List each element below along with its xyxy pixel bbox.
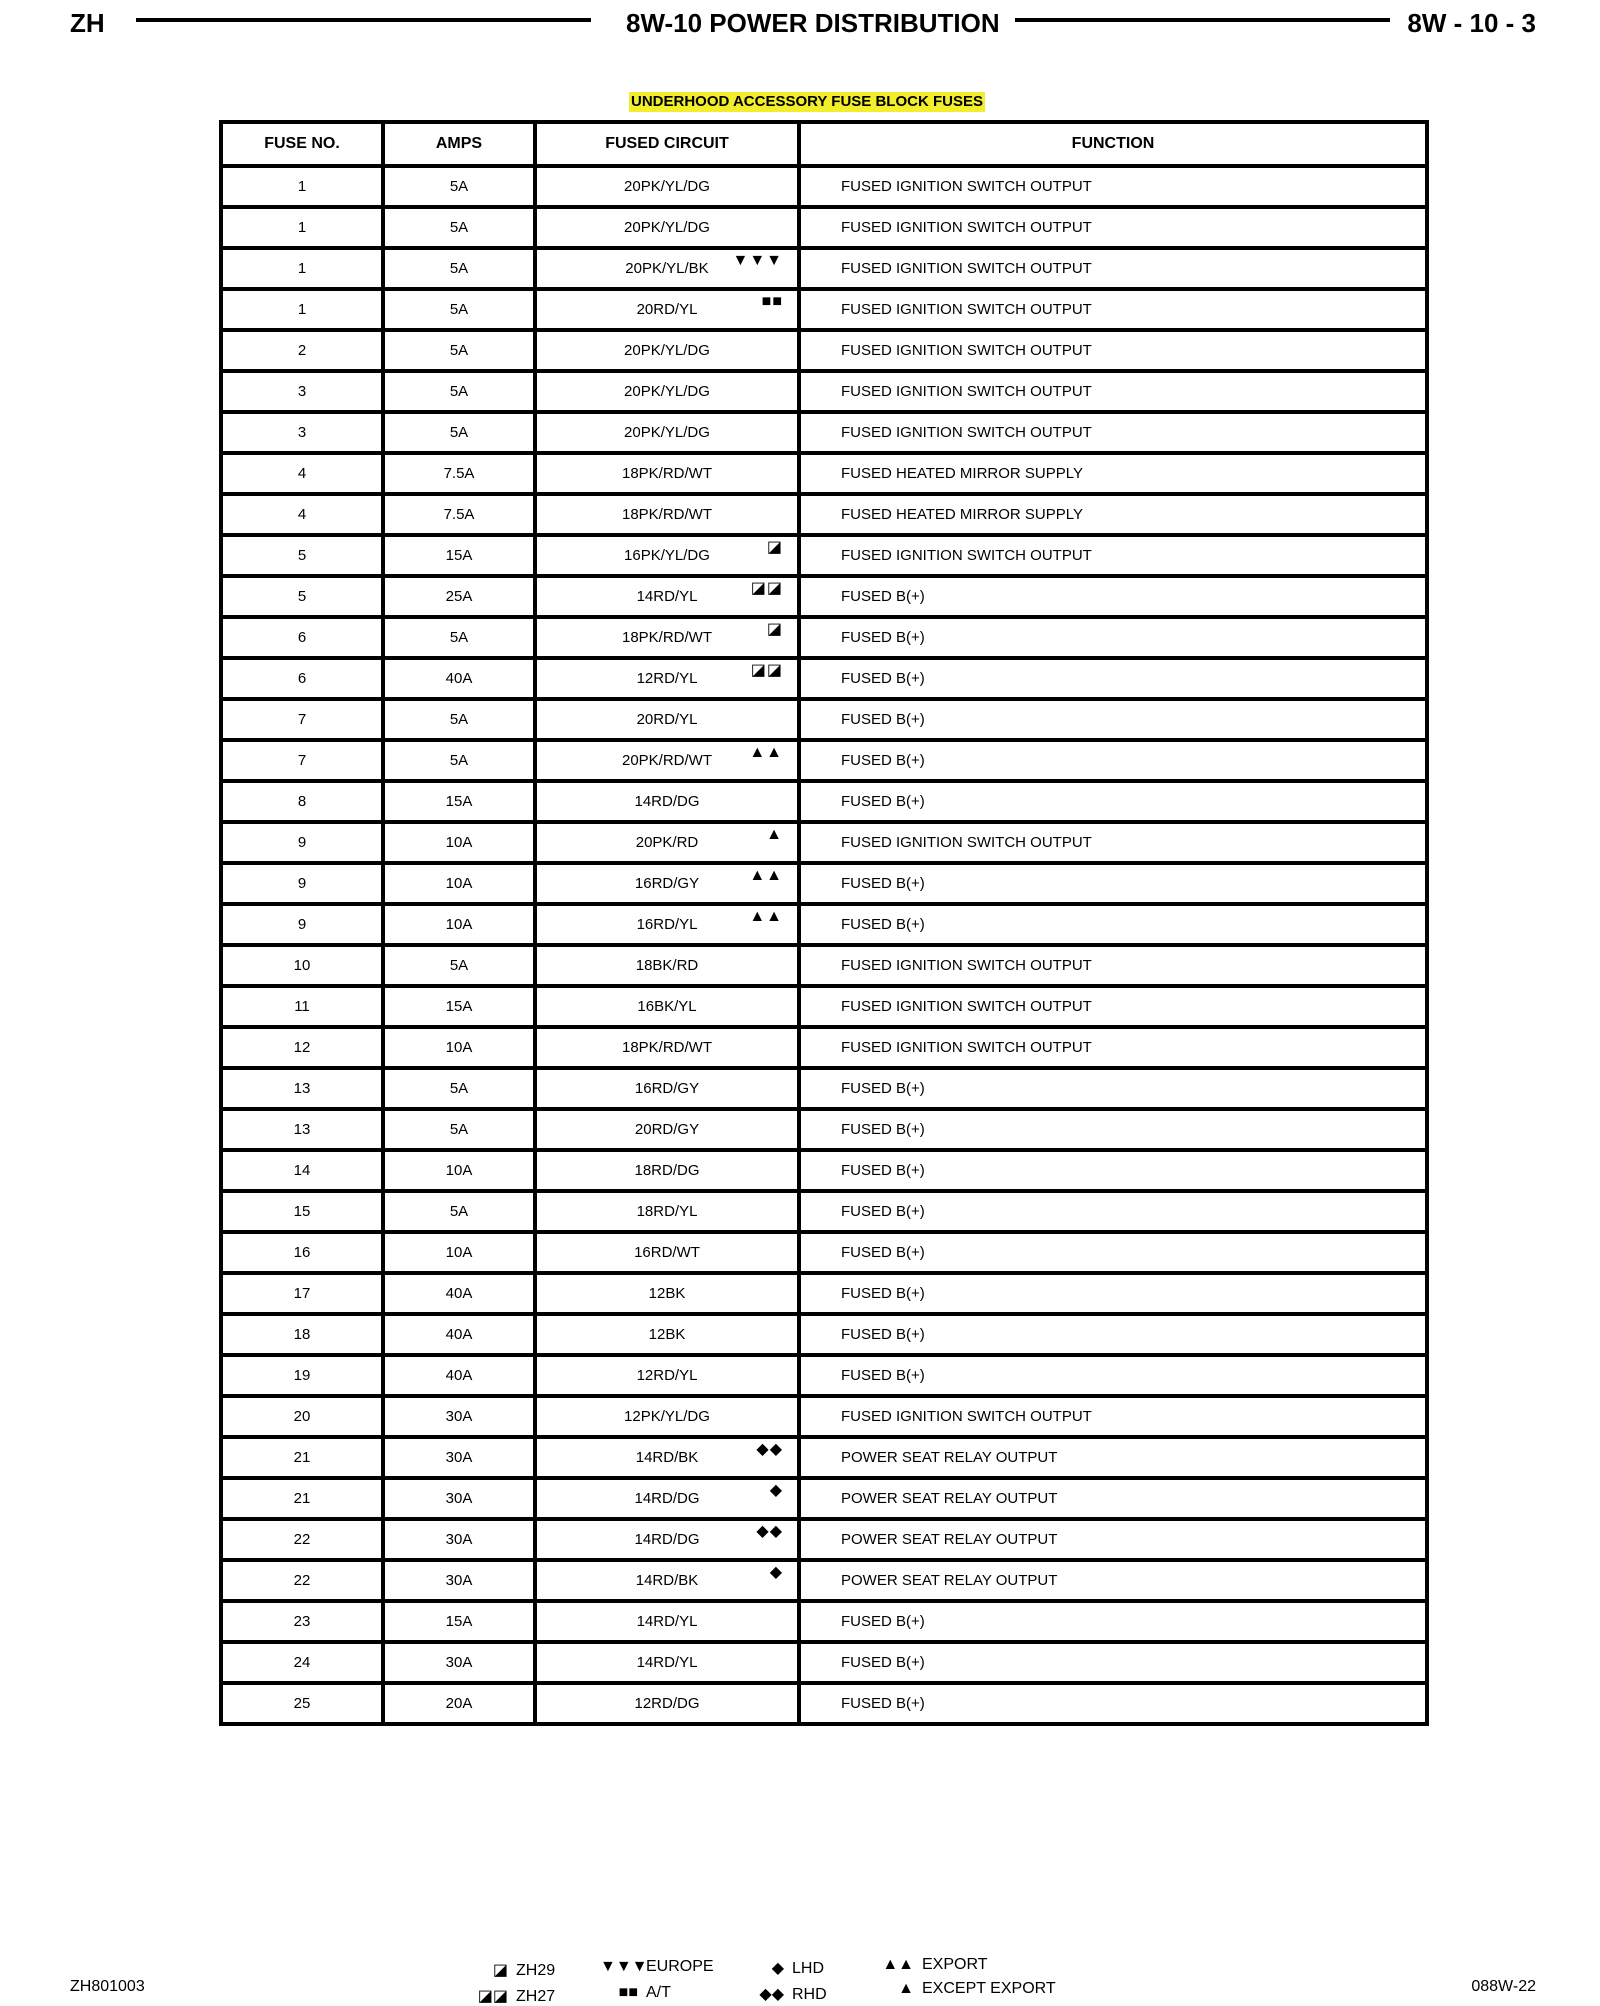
amps-cell: 10A [383, 822, 535, 863]
circuit-code: 14RD/DG [634, 1531, 700, 1548]
header-rule-left [136, 18, 591, 22]
fuse-number-cell: 8 [221, 781, 383, 822]
fuse-number-cell: 2 [221, 330, 383, 371]
option-marker-icon: ◪ [766, 621, 783, 638]
legend-item [876, 1980, 1056, 1998]
table-row [221, 1273, 1427, 1314]
fused-circuit-cell [535, 1519, 799, 1560]
legend-label: LHD [792, 1960, 825, 1977]
table-header-row [221, 122, 1427, 166]
function-cell: FUSED B(+) [799, 1601, 1427, 1642]
fused-circuit-cell [535, 1642, 799, 1683]
table-row [221, 371, 1427, 412]
table-row [221, 1191, 1427, 1232]
legend-item [876, 1956, 988, 1974]
amps-cell: 5A [383, 1068, 535, 1109]
function-cell: FUSED IGNITION SWITCH OUTPUT [799, 166, 1427, 207]
amps-cell: 5A [383, 617, 535, 658]
circuit-code: 16RD/WT [634, 1244, 700, 1261]
fused-circuit-cell [535, 1355, 799, 1396]
circuit-code: 18BK/RD [635, 957, 699, 974]
circuit-code: 14RD/DG [634, 793, 700, 810]
circuit-code: 16BK/YL [637, 998, 697, 1015]
option-marker-icon: ▲▲ [749, 744, 783, 761]
circuit-code: 20RD/YL [636, 711, 698, 728]
function-cell: FUSED B(+) [799, 863, 1427, 904]
table-row [221, 1396, 1427, 1437]
amps-cell: 5A [383, 289, 535, 330]
function-cell: FUSED B(+) [799, 617, 1427, 658]
fuse-number-cell: 13 [221, 1068, 383, 1109]
circuit-code: 12PK/YL/DG [624, 1408, 710, 1425]
amps-cell: 15A [383, 535, 535, 576]
legend-item [600, 1984, 671, 2002]
option-marker-icon: ◪◪ [750, 662, 783, 679]
table-row [221, 945, 1427, 986]
table-row [221, 1683, 1427, 1724]
legend-item [470, 1960, 555, 1980]
fused-circuit-cell [535, 412, 799, 453]
at-symbol-icon: ■■ [618, 1984, 638, 2001]
fused-circuit-cell [535, 576, 799, 617]
function-cell: POWER SEAT RELAY OUTPUT [799, 1560, 1427, 1601]
section-title: UNDERHOOD ACCESSORY FUSE BLOCK FUSES [631, 93, 983, 110]
fuse-number-cell: 6 [221, 658, 383, 699]
amps-cell: 30A [383, 1437, 535, 1478]
circuit-code: 20PK/YL/DG [624, 342, 710, 359]
fused-circuit-cell [535, 1150, 799, 1191]
amps-cell: 5A [383, 330, 535, 371]
amps-cell: 30A [383, 1478, 535, 1519]
fuse-number-cell: 16 [221, 1232, 383, 1273]
fuse-number-cell: 23 [221, 1601, 383, 1642]
fused-circuit-cell [535, 740, 799, 781]
amps-cell: 10A [383, 1150, 535, 1191]
circuit-code: 18RD/DG [634, 1162, 700, 1179]
fused-circuit-cell [535, 1273, 799, 1314]
amps-cell: 5A [383, 166, 535, 207]
function-cell: FUSED B(+) [799, 1150, 1427, 1191]
fuse-number-cell: 24 [221, 1642, 383, 1683]
circuit-code: 12RD/YL [636, 1367, 698, 1384]
fused-circuit-cell [535, 166, 799, 207]
circuit-code: 14RD/YL [636, 1654, 698, 1671]
circuit-code: 20RD/GY [634, 1121, 700, 1138]
fused-circuit-cell [535, 330, 799, 371]
table-row [221, 986, 1427, 1027]
circuit-code: 20RD/YL [636, 301, 698, 318]
function-cell: FUSED B(+) [799, 740, 1427, 781]
fuse-number-cell: 17 [221, 1273, 383, 1314]
page-number: 8W - 10 - 3 [1407, 8, 1536, 38]
fuse-table-body [221, 166, 1427, 1724]
fused-circuit-cell [535, 945, 799, 986]
option-marker-icon: ▲▲ [749, 908, 783, 925]
lhd-symbol-icon: ◆ [771, 1960, 784, 1977]
option-marker-icon: ◆ [769, 1482, 783, 1499]
function-cell: FUSED IGNITION SWITCH OUTPUT [799, 945, 1427, 986]
fuse-number-cell: 1 [221, 166, 383, 207]
circuit-code: 16PK/YL/DG [624, 547, 710, 564]
fuse-number-cell: 18 [221, 1314, 383, 1355]
function-cell: FUSED B(+) [799, 1683, 1427, 1724]
amps-cell: 25A [383, 576, 535, 617]
fused-circuit-cell [535, 289, 799, 330]
circuit-code: 16RD/YL [636, 916, 698, 933]
option-marker-icon: ▲ [766, 826, 783, 843]
fused-circuit-cell [535, 863, 799, 904]
fused-circuit-cell [535, 1232, 799, 1273]
table-row [221, 289, 1427, 330]
function-cell: FUSED IGNITION SWITCH OUTPUT [799, 289, 1427, 330]
fuse-table [219, 120, 1429, 1726]
circuit-code: 14RD/BK [635, 1449, 699, 1466]
table-row [221, 1355, 1427, 1396]
fused-circuit-cell [535, 904, 799, 945]
circuit-code: 14RD/YL [636, 588, 698, 605]
fuse-number-cell: 9 [221, 863, 383, 904]
fuse-number-cell: 11 [221, 986, 383, 1027]
amps-cell: 40A [383, 658, 535, 699]
fuse-number-cell: 12 [221, 1027, 383, 1068]
table-row [221, 822, 1427, 863]
circuit-code: 20PK/YL/BK [625, 260, 709, 277]
amps-cell: 5A [383, 412, 535, 453]
fused-circuit-cell [535, 494, 799, 535]
amps-cell: 5A [383, 1191, 535, 1232]
table-row [221, 576, 1427, 617]
function-cell: FUSED B(+) [799, 1068, 1427, 1109]
amps-cell: 5A [383, 945, 535, 986]
fuse-number-cell: 22 [221, 1560, 383, 1601]
europe-symbol-icon: ▼▼▼ [600, 1958, 648, 1975]
zh27-symbol-icon: ◪◪ [477, 1988, 508, 2005]
circuit-code: 12RD/DG [634, 1695, 700, 1712]
amps-cell: 10A [383, 904, 535, 945]
function-cell: FUSED IGNITION SWITCH OUTPUT [799, 330, 1427, 371]
amps-cell: 5A [383, 1109, 535, 1150]
function-cell: FUSED IGNITION SWITCH OUTPUT [799, 822, 1427, 863]
fuse-number-cell: 7 [221, 699, 383, 740]
fuse-number-cell: 22 [221, 1519, 383, 1560]
fuse-number-cell: 5 [221, 535, 383, 576]
table-row [221, 617, 1427, 658]
fuse-number-cell: 14 [221, 1150, 383, 1191]
option-marker-icon: ◆◆ [756, 1523, 783, 1540]
circuit-code: 20PK/RD [635, 834, 699, 851]
footer-right-code: 088W-22 [1471, 1978, 1536, 1995]
function-cell: POWER SEAT RELAY OUTPUT [799, 1478, 1427, 1519]
function-cell: FUSED IGNITION SWITCH OUTPUT [799, 207, 1427, 248]
circuit-code: 14RD/BK [635, 1572, 699, 1589]
fuse-number-cell: 3 [221, 371, 383, 412]
table-row [221, 1109, 1427, 1150]
fuse-number-cell: 13 [221, 1109, 383, 1150]
circuit-code: 20PK/RD/WT [621, 752, 712, 769]
fused-circuit-cell [535, 1027, 799, 1068]
fused-circuit-cell [535, 617, 799, 658]
fuse-number-cell: 19 [221, 1355, 383, 1396]
rhd-symbol-icon: ◆◆ [759, 1986, 784, 2003]
function-cell: FUSED IGNITION SWITCH OUTPUT [799, 1027, 1427, 1068]
fused-circuit-cell [535, 1560, 799, 1601]
legend-item [470, 1986, 555, 2006]
function-cell: FUSED B(+) [799, 1355, 1427, 1396]
fuse-number-cell: 20 [221, 1396, 383, 1437]
fuse-number-cell: 1 [221, 248, 383, 289]
fuse-number-cell: 1 [221, 289, 383, 330]
option-marker-icon: ◆ [769, 1564, 783, 1581]
table-row [221, 1601, 1427, 1642]
circuit-code: 18PK/RD/WT [621, 629, 712, 646]
function-cell: FUSED HEATED MIRROR SUPPLY [799, 494, 1427, 535]
amps-cell: 30A [383, 1396, 535, 1437]
legend-label: EXPORT [922, 1956, 988, 1973]
fused-circuit-cell [535, 1068, 799, 1109]
column-header-fuse-no: FUSE NO. [221, 122, 383, 166]
table-row [221, 781, 1427, 822]
table-row [221, 248, 1427, 289]
fused-circuit-cell [535, 453, 799, 494]
circuit-code: 18PK/RD/WT [621, 506, 712, 523]
table-row [221, 863, 1427, 904]
function-cell: FUSED B(+) [799, 699, 1427, 740]
fuse-number-cell: 7 [221, 740, 383, 781]
function-cell: FUSED B(+) [799, 1642, 1427, 1683]
legend-item [600, 1958, 714, 1976]
circuit-code: 20PK/YL/DG [624, 219, 710, 236]
export-symbol-icon: ▲▲ [882, 1956, 914, 1973]
circuit-code: 14RD/DG [634, 1490, 700, 1507]
fused-circuit-cell [535, 658, 799, 699]
fuse-number-cell: 21 [221, 1437, 383, 1478]
function-cell: FUSED IGNITION SWITCH OUTPUT [799, 535, 1427, 576]
amps-cell: 15A [383, 781, 535, 822]
fused-circuit-cell [535, 1683, 799, 1724]
amps-cell: 7.5A [383, 453, 535, 494]
option-marker-icon: ◪◪ [750, 580, 783, 597]
amps-cell: 40A [383, 1355, 535, 1396]
fuse-number-cell: 6 [221, 617, 383, 658]
function-cell: FUSED IGNITION SWITCH OUTPUT [799, 986, 1427, 1027]
function-cell: FUSED B(+) [799, 1314, 1427, 1355]
amps-cell: 40A [383, 1314, 535, 1355]
fuse-number-cell: 9 [221, 904, 383, 945]
fuse-number-cell: 3 [221, 412, 383, 453]
amps-cell: 30A [383, 1560, 535, 1601]
function-cell: FUSED B(+) [799, 1109, 1427, 1150]
amps-cell: 7.5A [383, 494, 535, 535]
amps-cell: 15A [383, 1601, 535, 1642]
legend-label: A/T [646, 1984, 671, 2001]
amps-cell: 30A [383, 1519, 535, 1560]
legend-item [746, 1958, 824, 1978]
amps-cell: 10A [383, 1232, 535, 1273]
table-row [221, 330, 1427, 371]
legend [0, 1950, 1600, 2005]
fuse-number-cell: 25 [221, 1683, 383, 1724]
fused-circuit-cell [535, 1601, 799, 1642]
function-cell: FUSED B(+) [799, 1273, 1427, 1314]
function-cell: FUSED B(+) [799, 1232, 1427, 1273]
fused-circuit-cell [535, 986, 799, 1027]
table-row [221, 1560, 1427, 1601]
fuse-number-cell: 4 [221, 494, 383, 535]
circuit-code: 20PK/YL/DG [624, 178, 710, 195]
circuit-code: 18PK/RD/WT [621, 465, 712, 482]
legend-label: EXCEPT EXPORT [922, 1980, 1056, 1997]
table-row [221, 1314, 1427, 1355]
option-marker-icon: ◪ [766, 539, 783, 556]
fused-circuit-cell [535, 822, 799, 863]
fused-circuit-cell [535, 371, 799, 412]
fuse-number-cell: 4 [221, 453, 383, 494]
fused-circuit-cell [535, 781, 799, 822]
fused-circuit-cell [535, 248, 799, 289]
table-row [221, 658, 1427, 699]
table-row [221, 207, 1427, 248]
header-rule-right [1015, 18, 1390, 22]
column-header-function: FUNCTION [799, 122, 1427, 166]
legend-label: RHD [792, 1986, 827, 2003]
table-row [221, 1437, 1427, 1478]
table-row [221, 412, 1427, 453]
option-marker-icon: ▼▼▼ [732, 252, 783, 269]
fused-circuit-cell [535, 1191, 799, 1232]
circuit-code: 12RD/YL [636, 670, 698, 687]
fused-circuit-cell [535, 1109, 799, 1150]
function-cell: FUSED B(+) [799, 1191, 1427, 1232]
except-export-symbol-icon: ▲ [898, 1980, 914, 1997]
function-cell: FUSED IGNITION SWITCH OUTPUT [799, 248, 1427, 289]
table-row [221, 1478, 1427, 1519]
table-row [221, 1027, 1427, 1068]
table-row [221, 535, 1427, 576]
circuit-code: 20PK/YL/DG [624, 424, 710, 441]
amps-cell: 5A [383, 371, 535, 412]
circuit-code: 16RD/GY [634, 1080, 700, 1097]
option-marker-icon: ▲▲ [749, 867, 783, 884]
table-row [221, 453, 1427, 494]
header-section-code: ZH [70, 8, 105, 38]
fuse-number-cell: 1 [221, 207, 383, 248]
circuit-code: 18PK/RD/WT [621, 1039, 712, 1056]
fused-circuit-cell [535, 1396, 799, 1437]
table-row [221, 1232, 1427, 1273]
legend-label: ZH27 [516, 1988, 556, 2005]
function-cell: FUSED IGNITION SWITCH OUTPUT [799, 412, 1427, 453]
legend-label: ZH29 [516, 1962, 556, 1979]
page-title: 8W-10 POWER DISTRIBUTION [626, 8, 1000, 38]
table-row [221, 740, 1427, 781]
amps-cell: 5A [383, 248, 535, 289]
function-cell: POWER SEAT RELAY OUTPUT [799, 1437, 1427, 1478]
function-cell: FUSED IGNITION SWITCH OUTPUT [799, 371, 1427, 412]
footer-left-code: ZH801003 [70, 1978, 145, 1995]
table-row [221, 1642, 1427, 1683]
circuit-code: 14RD/YL [636, 1613, 698, 1630]
zh29-symbol-icon: ◪ [492, 1962, 508, 1979]
amps-cell: 40A [383, 1273, 535, 1314]
table-row [221, 699, 1427, 740]
fused-circuit-cell [535, 1478, 799, 1519]
table-row [221, 1150, 1427, 1191]
fuse-number-cell: 15 [221, 1191, 383, 1232]
circuit-code: 12BK [648, 1326, 686, 1343]
fused-circuit-cell [535, 207, 799, 248]
amps-cell: 15A [383, 986, 535, 1027]
function-cell: FUSED B(+) [799, 781, 1427, 822]
column-header-fused-circuit: FUSED CIRCUIT [535, 122, 799, 166]
fused-circuit-cell [535, 535, 799, 576]
fused-circuit-cell [535, 699, 799, 740]
column-header-amps: AMPS [383, 122, 535, 166]
fuse-number-cell: 21 [221, 1478, 383, 1519]
circuit-code: 16RD/GY [634, 875, 700, 892]
circuit-code: 18RD/YL [636, 1203, 698, 1220]
fuse-number-cell: 10 [221, 945, 383, 986]
function-cell: POWER SEAT RELAY OUTPUT [799, 1519, 1427, 1560]
function-cell: FUSED IGNITION SWITCH OUTPUT [799, 1396, 1427, 1437]
legend-item [746, 1984, 827, 2004]
fused-circuit-cell [535, 1314, 799, 1355]
table-row [221, 494, 1427, 535]
table-row [221, 1519, 1427, 1560]
fused-circuit-cell [535, 1437, 799, 1478]
fuse-number-cell: 9 [221, 822, 383, 863]
table-row [221, 166, 1427, 207]
function-cell: FUSED B(+) [799, 904, 1427, 945]
amps-cell: 30A [383, 1642, 535, 1683]
table-row [221, 1068, 1427, 1109]
amps-cell: 10A [383, 863, 535, 904]
amps-cell: 5A [383, 740, 535, 781]
circuit-code: 12BK [648, 1285, 686, 1302]
page-header [0, 0, 1600, 48]
table-row [221, 904, 1427, 945]
function-cell: FUSED B(+) [799, 658, 1427, 699]
function-cell: FUSED HEATED MIRROR SUPPLY [799, 453, 1427, 494]
option-marker-icon: ◆◆ [756, 1441, 783, 1458]
circuit-code: 20PK/YL/DG [624, 383, 710, 400]
amps-cell: 10A [383, 1027, 535, 1068]
option-marker-icon: ■■ [761, 293, 783, 310]
amps-cell: 20A [383, 1683, 535, 1724]
function-cell: FUSED B(+) [799, 576, 1427, 617]
legend-label: EUROPE [646, 1958, 714, 1975]
amps-cell: 5A [383, 699, 535, 740]
fuse-number-cell: 5 [221, 576, 383, 617]
amps-cell: 5A [383, 207, 535, 248]
